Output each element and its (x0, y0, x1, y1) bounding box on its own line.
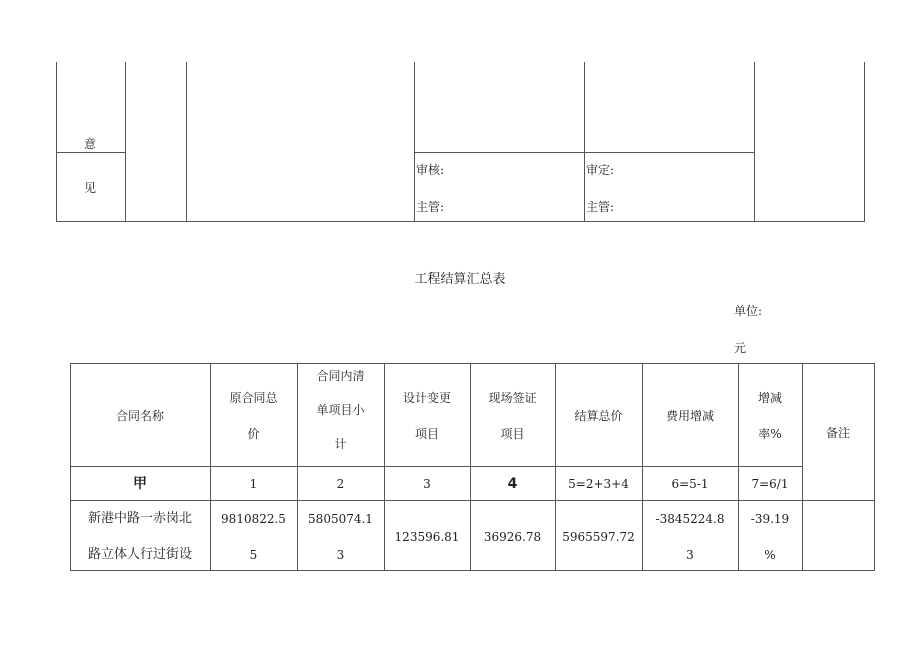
table-border (584, 62, 585, 222)
table-border (56, 152, 126, 153)
table-border (874, 363, 875, 571)
table-border (56, 62, 57, 222)
header-change: 费用增减 (665, 409, 714, 423)
header-design-change: 设计变更 项目 (402, 391, 451, 441)
supervisor-label: 主管: (416, 200, 445, 214)
table-row-change: -3845224.8 3 (655, 512, 725, 562)
table-border (186, 62, 187, 222)
table-border (70, 466, 803, 467)
table-border (414, 152, 755, 153)
header-remarks: 备注 (825, 426, 850, 440)
index-cell: 6=5-1 (671, 477, 709, 491)
review-label: 审核: (416, 163, 445, 177)
table-row-site-visa: 36926.78 (483, 530, 542, 544)
index-cell: 5=2+3+4 (568, 477, 629, 491)
header-subtotal: 合同内清 单项目小 计 (316, 369, 365, 451)
header-site-visa: 现场签证 项目 (488, 391, 537, 441)
table-border (70, 363, 875, 364)
table-row-rate: -39.19 % (750, 512, 790, 562)
table-border (70, 570, 875, 571)
index-cell: 甲 (133, 476, 147, 492)
supervisor-label-2: 主管: (586, 200, 615, 214)
header-rate: 增减 率% (757, 391, 782, 441)
table-row-design-change: 123596.81 (394, 530, 460, 544)
header-total: 结算总价 (574, 409, 623, 423)
index-cell: 4 (507, 476, 518, 492)
header-original-price: 原合同总 价 (229, 391, 278, 441)
index-cell: 1 (249, 477, 258, 491)
table-border (864, 62, 865, 222)
unit-value: 元 (734, 341, 747, 355)
index-cell: 3 (423, 477, 431, 491)
opinion-label-top: 意 (84, 137, 97, 151)
table-border (802, 363, 803, 571)
approval-label: 审定: (586, 163, 615, 177)
table-row-total: 5965597.72 (562, 530, 635, 544)
unit-label: 单位: (734, 304, 763, 318)
table-row-name: 新港中路一赤岗北 路立体人行过街设 (87, 511, 192, 562)
page-title: 工程结算汇总表 (414, 272, 506, 287)
index-cell: 7=6/1 (751, 477, 789, 491)
table-border (754, 62, 755, 222)
header-contract-name: 合同名称 (115, 409, 164, 423)
opinion-label-bottom: 见 (84, 181, 97, 195)
table-border (414, 62, 415, 222)
index-cell: 2 (336, 477, 345, 491)
table-row-subtotal: 5805074.1 3 (308, 512, 373, 562)
table-border (70, 500, 875, 501)
table-border (125, 62, 126, 222)
table-border (56, 221, 865, 222)
table-row-original: 9810822.5 5 (221, 512, 286, 562)
